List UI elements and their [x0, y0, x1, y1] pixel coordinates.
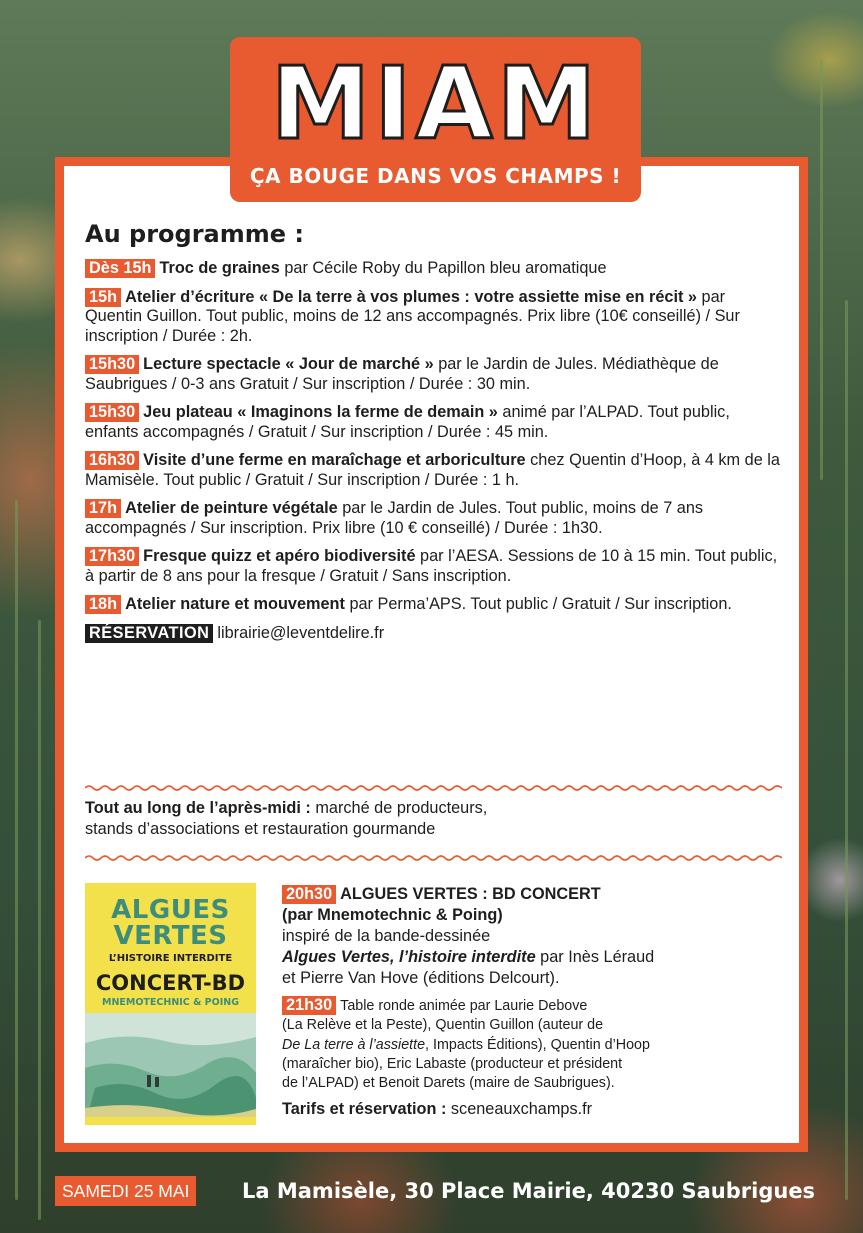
- event-item: [85, 288, 785, 347]
- event-title-text: Atelier d’écriture « De la terre à vos plumes : votre assiette mise en récit »: [125, 287, 697, 306]
- event-item: [85, 595, 785, 615]
- all-afternoon-text: marché de producteurs,: [310, 799, 488, 817]
- event-title-text: Jeu plateau « Imaginons la ferme de demain »: [143, 403, 498, 421]
- book-cover-concert: CONCERT-BD: [95, 971, 246, 995]
- background-stem: [38, 620, 41, 1220]
- round-table-text-5: de l’ALPAD) et Benoit Darets (maire de Saubrigues).: [282, 1075, 615, 1092]
- concert-title: ALGUES VERTES : BD CONCERT: [340, 885, 601, 903]
- book-cover: [85, 883, 256, 1125]
- event-date-badge: SAMEDI 25 MAI: [55, 1176, 196, 1206]
- round-table-text-2: (La Relève et la Peste), Quentin Guillon (auteur de: [282, 1017, 604, 1034]
- round-table-text-3: , Impacts Éditions), Quentin d’Hoop: [425, 1036, 650, 1053]
- round-table-text-4: (maraîcher bio), Eric Labaste (producteur et président: [282, 1055, 623, 1072]
- event-title-text: Lecture spectacle « Jour de marché »: [143, 355, 434, 373]
- event-item: [85, 499, 785, 538]
- event-time-badge: 16h30: [85, 451, 139, 470]
- all-afternoon-info: [85, 798, 487, 840]
- book-cover-illustration: [85, 1013, 256, 1125]
- wavy-divider: [85, 854, 782, 862]
- event-address: La Mamisèle, 30 Place Mairie, 40230 Saubrigues: [242, 1179, 816, 1203]
- book-cover-title-line1: ALGUES: [111, 895, 230, 925]
- round-table-line-3: [282, 1036, 782, 1055]
- event-description: par le Jardin de Jules. Médiathèque de Saubrigues / 0-3 ans Gratuit / Sur inscription / Durée : 30 min.: [85, 355, 719, 393]
- event-title: MIAM: [270, 45, 601, 162]
- event-title-text: Visite d’une ferme en maraîchage et arboriculture: [143, 451, 526, 469]
- book-cover-title-line2: VERTES: [113, 921, 228, 951]
- tarifs-website-link[interactable]: sceneauxchamps.fr: [446, 1100, 593, 1119]
- round-table-text-1: Table ronde animée par Laurie Debove: [340, 998, 588, 1014]
- background-stem: [820, 60, 823, 480]
- program-heading: Au programme :: [85, 220, 304, 248]
- event-description: par Perma’APS. Tout public / Gratuit / Sur inscription.: [344, 595, 732, 613]
- event-title-text: Atelier nature et mouvement: [125, 595, 345, 613]
- event-description: par l’AESA. Sessions de 10 à 15 min. Tout public, à partir de 8 ans pour la fresque / Gratuit / Sans inscription.: [85, 547, 778, 585]
- event-title-text: Fresque quizz et apéro biodiversité: [143, 547, 416, 565]
- concert-line: [282, 884, 782, 905]
- event-description: animé par l’ALPAD. Tout public, enfants accompagnés / Gratuit / Sur inscription / Durée : 45 min.: [85, 403, 730, 441]
- background-stem: [845, 300, 848, 1200]
- event-time-badge: 15h: [85, 288, 121, 307]
- concert-book-authors: par Inès Léraud: [535, 948, 655, 966]
- concert-by: (par Mnemotechnic & Poing): [282, 906, 503, 924]
- event-time-badge: 18h: [85, 595, 121, 614]
- round-table-time-badge: 21h30: [282, 996, 336, 1015]
- event-tagline: ÇA BOUGE DANS VOS CHAMPS !: [249, 164, 622, 188]
- concert-book-authors-2: et Pierre Van Hove (éditions Delcourt).: [282, 969, 560, 987]
- background-stem: [15, 500, 18, 1200]
- concert-book-title: Algues Vertes, l’histoire interdite: [282, 948, 536, 966]
- event-item: [85, 259, 785, 279]
- tarifs-label: Tarifs et réservation :: [282, 1100, 447, 1119]
- reservation-line: [85, 624, 785, 644]
- event-title-text: Troc de graines: [159, 259, 280, 277]
- event-time-badge: 17h: [85, 499, 121, 518]
- event-item: [85, 355, 785, 394]
- event-title-text: Atelier de peinture végétale: [125, 499, 338, 517]
- concert-time-badge: 20h30: [282, 885, 336, 904]
- tarifs-line: [282, 1099, 782, 1120]
- evening-program: [282, 884, 782, 1120]
- event-description: par le Jardin de Jules. Tout public, moins de 7 ans accompagnés / Sur inscription. Prix libre (10 € conseillé) / Durée : 1h30.: [85, 499, 704, 537]
- event-item: [85, 547, 785, 586]
- all-afternoon-text-2: stands d’associations et restauration gourmande: [85, 820, 436, 838]
- event-time-badge: 15h30: [85, 355, 139, 374]
- event-time-badge: Dès 15h: [85, 259, 155, 278]
- event-description: par Quentin Guillon. Tout public, moins de 12 ans accompagnés. Prix libre (10€ conseillé) / Sur inscription / Durée : 2h.: [85, 287, 740, 345]
- header-banner: [230, 37, 641, 202]
- event-item: [85, 451, 785, 490]
- book-cover-band: MNEMOTECHNIC & POING: [102, 997, 239, 1008]
- book-cover-title: [85, 897, 256, 949]
- event-time-badge: 17h30: [85, 547, 139, 566]
- reservation-email-link[interactable]: librairie@leventdelire.fr: [217, 623, 385, 642]
- concert-inspired: inspiré de la bande-dessinée: [282, 927, 491, 945]
- wavy-divider: [85, 784, 782, 792]
- event-description: chez Quentin d’Hoop, à 4 km de la Mamisèle. Tout public / Gratuit / Sur inscription / Durée : 1 h.: [85, 451, 780, 489]
- book-cover-subtitle: L’HISTOIRE INTERDITE: [108, 953, 233, 964]
- event-time-badge: 15h30: [85, 403, 139, 422]
- round-table-line: [282, 996, 782, 1016]
- all-afternoon-label: Tout au long de l’après-midi :: [85, 799, 311, 817]
- event-description: par Cécile Roby du Papillon bleu aromatique: [279, 259, 607, 277]
- concert-book-line: [282, 947, 782, 968]
- event-list: [85, 259, 785, 652]
- event-item: [85, 403, 785, 442]
- round-table-book-title: De La terre à l’assiette: [282, 1036, 426, 1053]
- reservation-badge: RÉSERVATION: [85, 624, 213, 643]
